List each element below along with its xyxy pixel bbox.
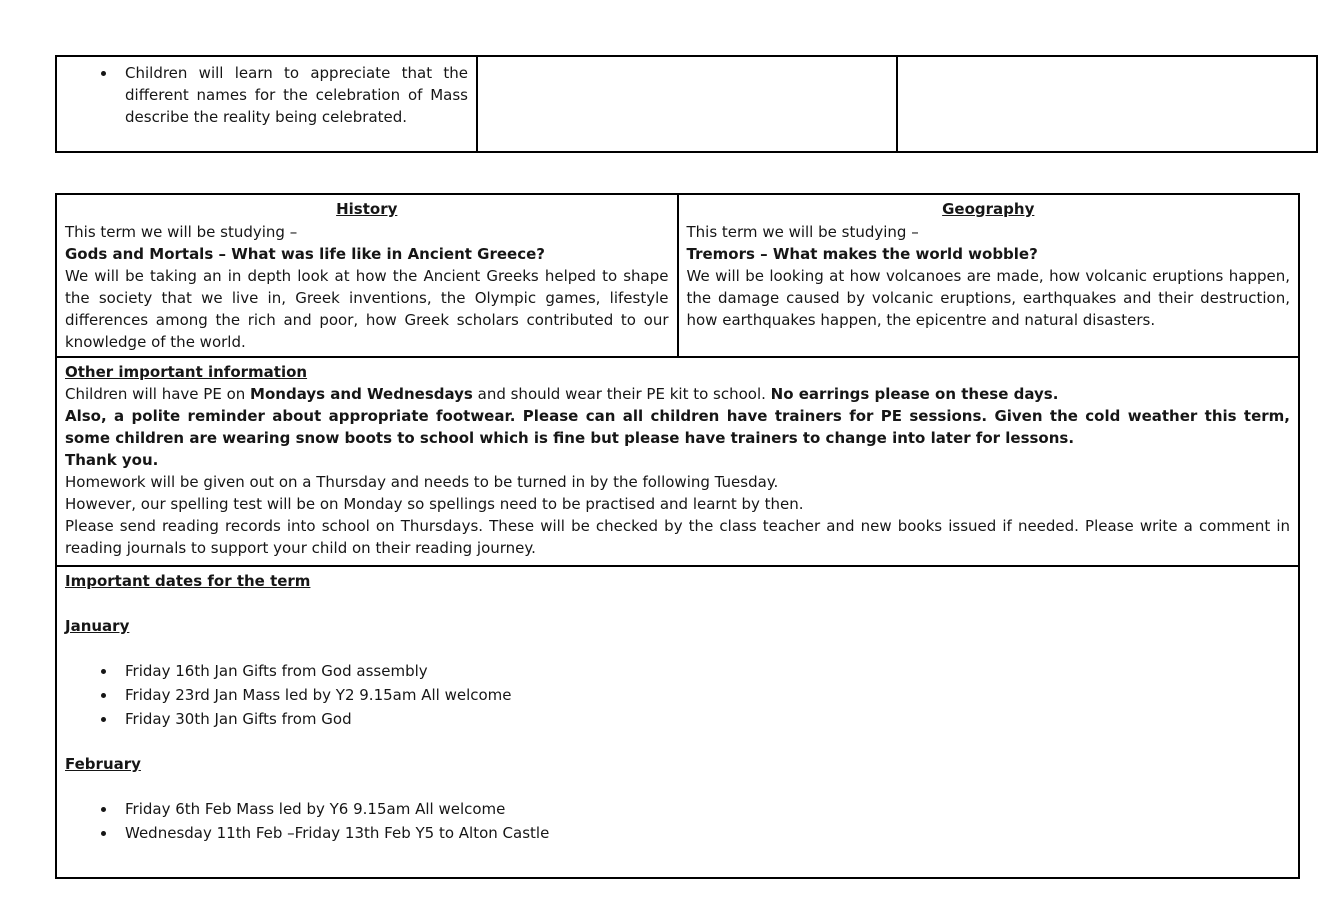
january-events-list [65,660,1290,730]
history-topic: Gods and Mortals – What was life like in Ancient Greece? [65,245,545,263]
history-intro: This term we will be studying – [65,223,298,241]
february-events-list [65,798,1290,844]
event-item: • Wednesday 11th Feb –Friday 13th Feb Y5 to Alton Castle [117,822,1290,844]
thank-you-line: Thank you. [65,451,159,469]
reading-records-line: Please send reading records into school on Thursdays. These will be checked by the class teacher and new books issued if needed. Please write a comment in reading journals to support your child on their reading journey. [65,517,1290,557]
event-item: • Friday 16th Jan Gifts from God assembly [117,660,1290,682]
term-info-table [55,193,1300,879]
other-info-heading: Other important information [65,363,308,381]
pe-kit-text: Children will have PE on [65,385,251,403]
event-item: • Friday 23rd Jan Mass led by Y2 9.15am All welcome [117,684,1290,706]
event-item: • Friday 6th Feb Mass led by Y6 9.15am All welcome [117,798,1290,820]
newsletter-document [55,55,1290,879]
history-heading: History [336,200,398,218]
history-cell [56,194,678,357]
pe-kit-line [65,383,1290,405]
re-learning-cell [56,56,477,152]
re-bullet-list [65,62,468,128]
geography-intro: This term we will be studying – [686,223,919,241]
important-dates-row [56,566,1299,878]
homework-line: Homework will be given out on a Thursday and needs to be turned in by the following Tuesday. [65,473,779,491]
pe-days-bold: Mondays and Wednesdays [250,385,473,403]
spelling-line: However, our spelling test will be on Monday so spellings need to be practised and learnt by then. [65,495,804,513]
history-body: We will be taking an in depth look at how the Ancient Greeks helped to shape the society that we live in, Greek inventions, the Olympic games, lifestyle differences among the rich and poor, how Greek scholars contributed to our knowledge of the world. [65,267,669,351]
geography-body: We will be looking at how volcanoes are made, how volcanic eruptions happen, the damage caused by volcanic eruptions, earthquakes and their destruction, how earthquakes happen, the epicentre and natural disasters. [686,267,1290,329]
subjects-row [56,194,1299,357]
pe-kit-text-mid: and should wear their PE kit to school. [472,385,771,403]
event-item: • Friday 30th Jan Gifts from God [117,708,1290,730]
empty-cell [897,56,1317,152]
other-info-cell [56,357,1299,566]
important-dates-heading: Important dates for the term [65,572,311,590]
geography-topic: Tremors – What makes the world wobble? [686,245,1038,263]
table-row [56,56,1317,152]
geography-cell [678,194,1300,357]
re-bullet-item: • Children will learn to appreciate that the different names for the celebration of Mass describe the reality being celebrated. [117,62,468,128]
empty-cell [477,56,897,152]
footwear-reminder: Also, a polite reminder about appropriate footwear. Please can all children have trainers for PE sessions. Given the cold weather this term, some children are wearing snow boots to school which is fine but please have trainers to change into later for lessons. [65,407,1290,447]
geography-heading: Geography [942,200,1035,218]
curriculum-top-table [55,55,1318,153]
month-february: February [65,755,141,773]
important-dates-cell [56,566,1299,878]
other-info-row [56,357,1299,566]
no-earrings-bold: No earrings please on these days. [770,385,1059,403]
month-january: January [65,617,130,635]
